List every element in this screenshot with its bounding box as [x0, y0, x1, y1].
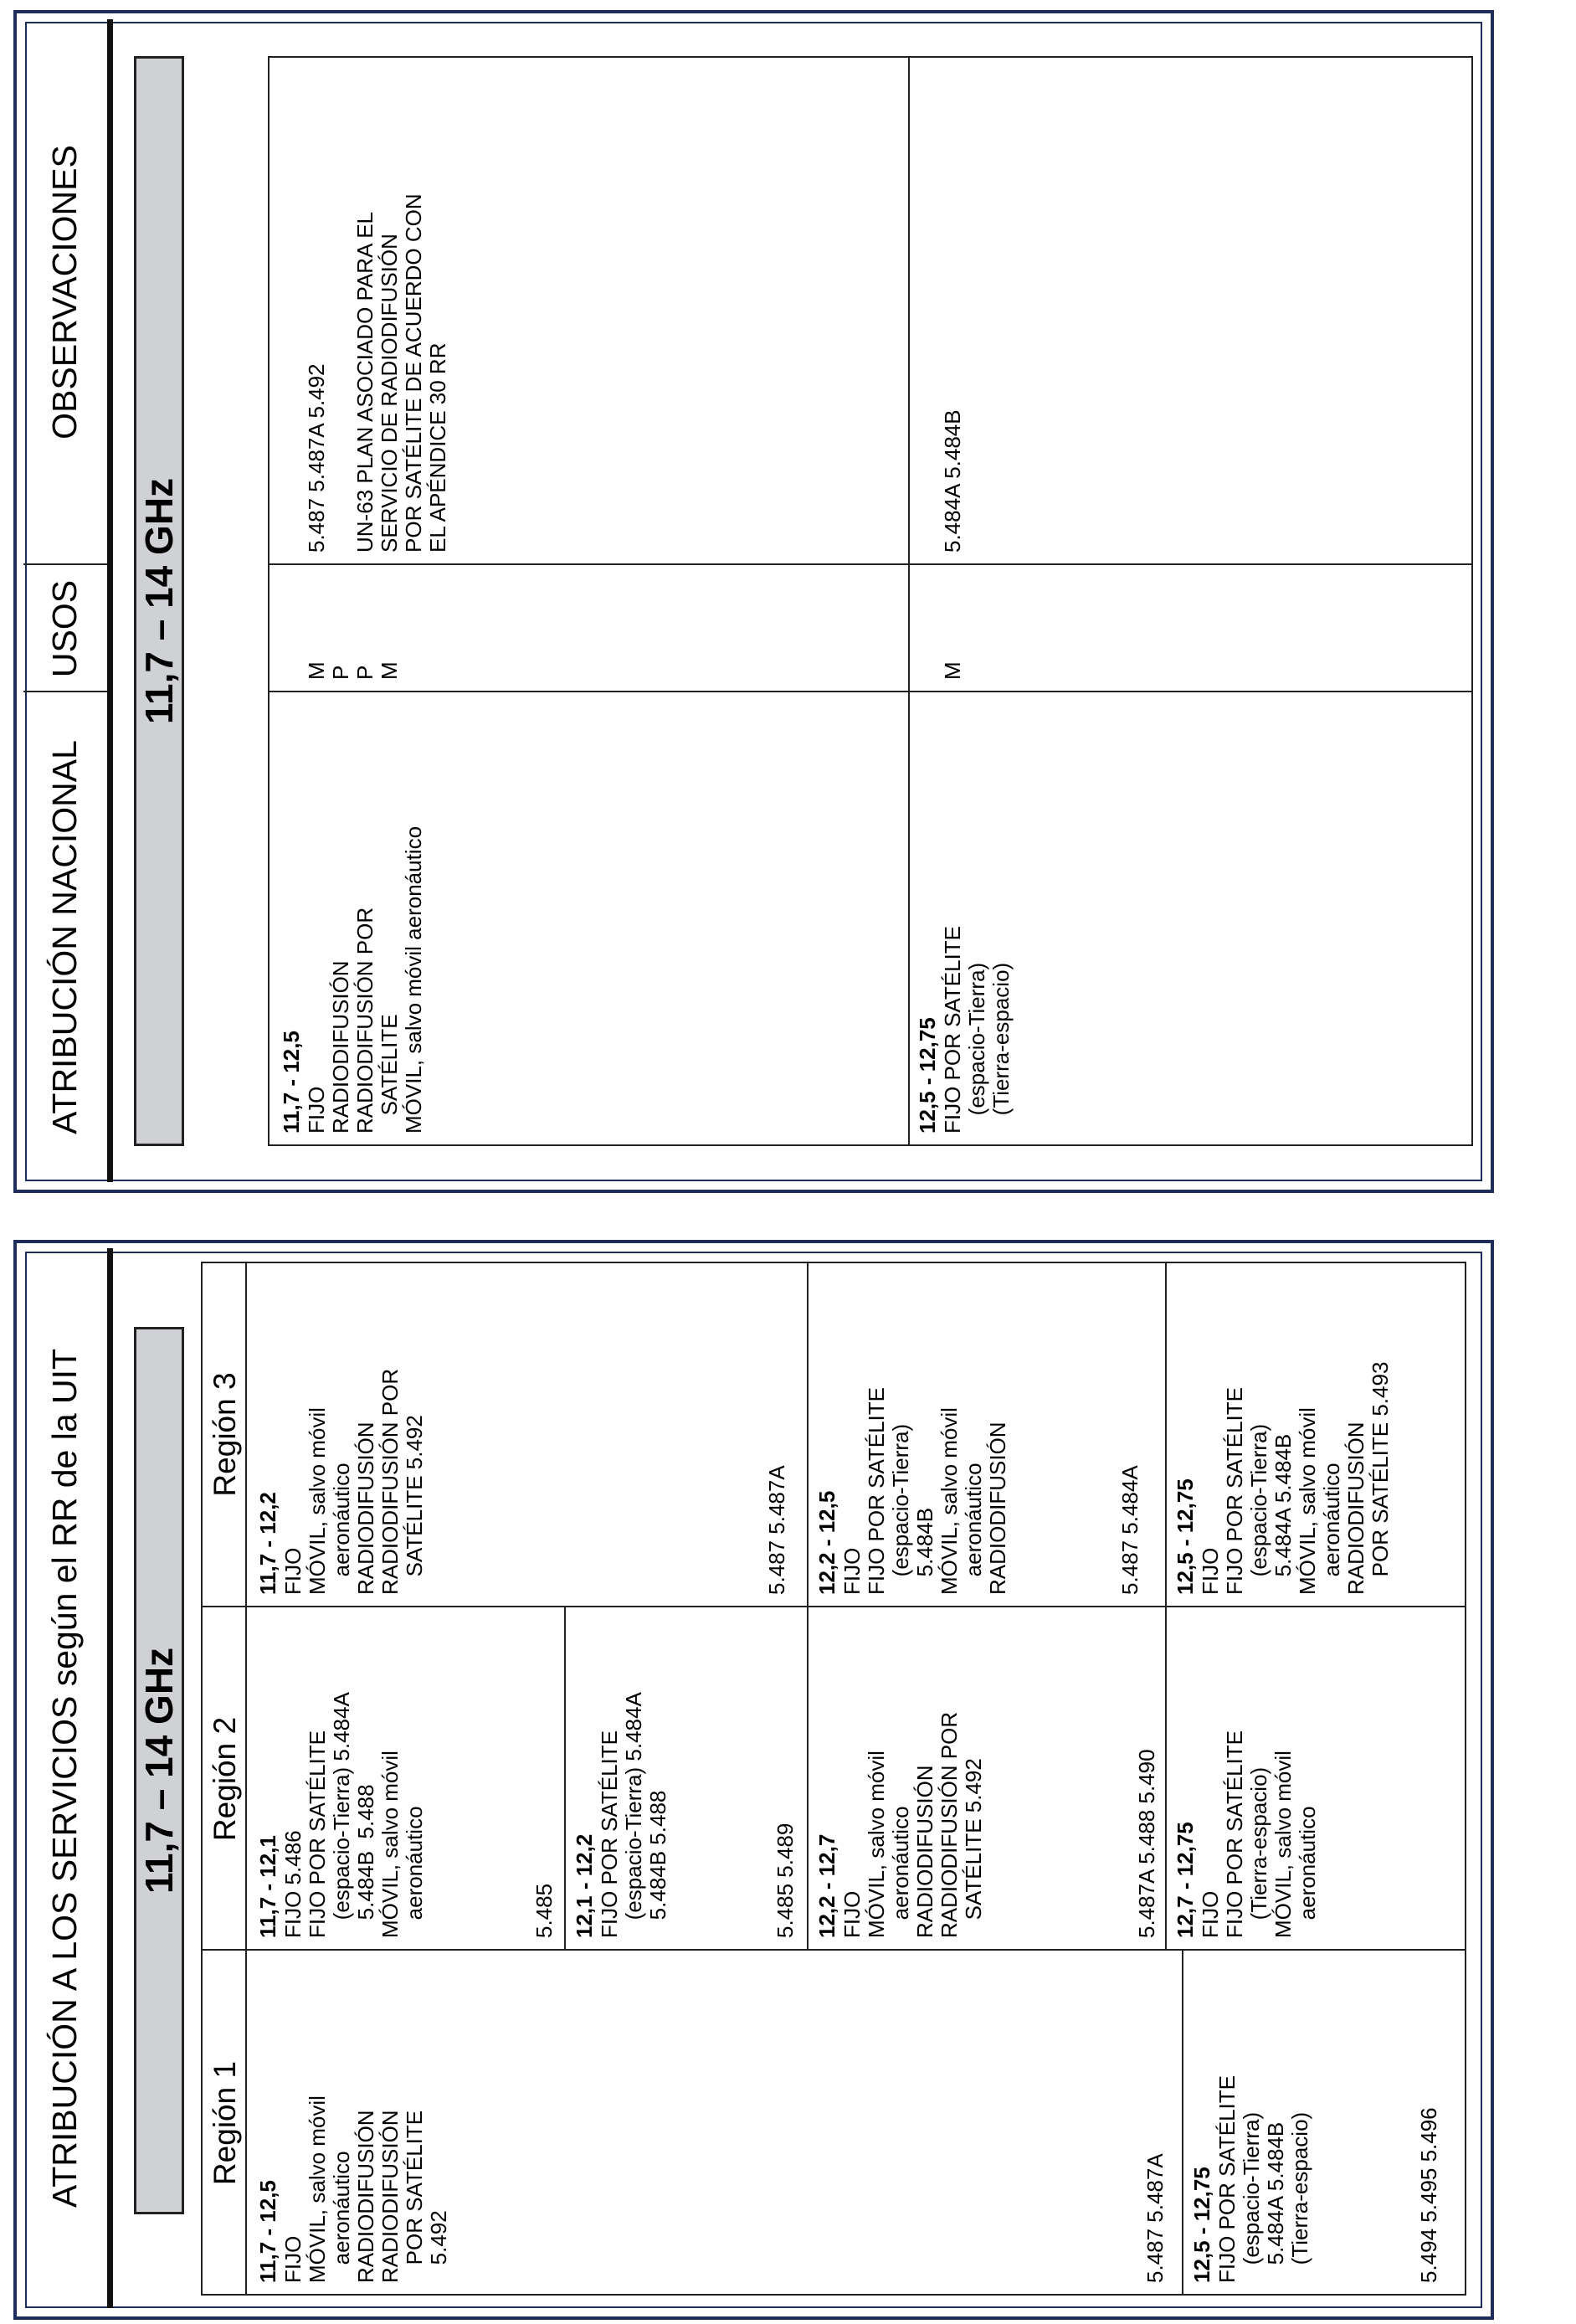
r1-b-footnotes: 5.494 5.495 5.496: [1416, 2107, 1441, 2283]
n-row-2-band: [916, 1017, 940, 1134]
region-1-title: Región 1: [208, 2060, 242, 2186]
r3-band-11-7: [256, 1492, 280, 1595]
n-b-band: 12,5 - 12,75: [915, 1017, 940, 1134]
r2-band-12-1: [572, 1834, 597, 1938]
r1-a-band: 11,7 - 12,5: [255, 2180, 280, 2283]
r2-band-12-7: [1173, 1822, 1198, 1938]
r2-d-services: FIJO FIJO POR SATÉLITE (Tierra-espacio) MÓVIL, salvo móvil aeronáutico: [1198, 1730, 1320, 1938]
n-row-2-observaciones: 5.484A 5.484B: [940, 409, 965, 553]
r3-row-divider-1: [807, 1262, 809, 1607]
r3-row-divider-2: [1165, 1262, 1167, 1607]
r2-a-band: 11,7 - 12,1: [255, 1835, 280, 1938]
n-row-1-usos: M P P M: [304, 661, 402, 680]
r2-row-divider-3: [1165, 1607, 1167, 1951]
r2-c-band: 12,2 - 12,7: [814, 1833, 839, 1938]
r2-b-band: 12,1 - 12,2: [572, 1833, 597, 1938]
n-row-2-usos: M: [940, 661, 965, 680]
r3-a-footnotes: 5.487 5.487A: [764, 1465, 789, 1595]
itu-header-rule: [107, 1248, 113, 2308]
col-header-usos: USOS: [45, 579, 84, 678]
r1-b-band: 12,5 - 12,75: [1189, 2167, 1214, 2283]
national-allocation-content: [23, 19, 1484, 1182]
col-header-observaciones: OBSERVACIONES: [45, 145, 84, 440]
col-header-atribucion-nacional: ATRIBUCIÓN NACIONAL: [45, 740, 84, 1134]
n-a-band: 11,7 - 12,5: [279, 1031, 304, 1134]
r2-band-11-7: [256, 1835, 280, 1938]
itu-page-title: ATRIBUCIÓN A LOS SERVICIOS según el RR de la UIT: [45, 1348, 84, 2208]
r3-band-12-2: [815, 1491, 839, 1595]
r2-row-divider-2: [807, 1607, 809, 1951]
r2-d-band: 12,7 - 12,75: [1173, 1822, 1198, 1938]
region-3-title: Región 3: [208, 1372, 242, 1497]
r3-b-services: FIJO FIJO POR SATÉLITE (espacio-Tierra) 5.484B MÓVIL, salvo móvil aeronáutico RADIODIFUSIÓN: [839, 1386, 1010, 1595]
national-col-divider-2: [268, 563, 1473, 565]
r1-row-divider: [1182, 1951, 1183, 2296]
national-band-banner: 11,7 – 14 GHz: [134, 56, 184, 1146]
n-row-2-services: FIJO POR SATÉLITE (espacio-Tierra) (Tierra-espacio): [940, 925, 1014, 1134]
national-row-divider: [908, 56, 910, 1146]
itu-band-banner: 11,7 – 14 GHz: [134, 1327, 184, 2214]
r3-c-services: FIJO FIJO POR SATÉLITE (espacio-Tierra) 5.484A 5.484B MÓVIL, salvo móvil aeronáutico RADIODIFUSIÓN POR SATÉLITE 5.493: [1198, 1361, 1393, 1595]
r3-band-12-5: [1173, 1478, 1198, 1595]
itu-table-header-rule: [245, 1262, 247, 2296]
r2-b-services: FIJO POR SATÉLITE (espacio-Tierra) 5.484A 5.484B 5.488: [597, 1692, 670, 1938]
r1-band-11-7: [256, 2180, 280, 2283]
r1-a-services: FIJO MÓVIL, salvo móvil aeronáutico RADIODIFUSIÓN RADIODIFUSIÓN POR SATÉLITE 5.492: [280, 2095, 451, 2283]
r3-a-services: FIJO MÓVIL, salvo móvil aeronáutico RADIODIFUSIÓN RADIODIFUSIÓN POR SATÉLITE 5.492: [280, 1368, 427, 1595]
r1-a-footnotes: 5.487 5.487A: [1142, 2153, 1168, 2283]
itu-allocation-content: [23, 1248, 1484, 2308]
r2-c-services: FIJO MÓVIL, salvo móvil aeronáutico RADIODIFUSIÓN RADIODIFUSIÓN POR SATÉLITE 5.492: [839, 1711, 986, 1938]
n-row-1-services: FIJO RADIODIFUSIÓN RADIODIFUSIÓN POR SATÉLITE MÓVIL, salvo móvil aeronáutico: [304, 825, 426, 1134]
r2-band-12-2: [815, 1834, 839, 1938]
r3-a-band: 11,7 - 12,2: [255, 1492, 280, 1595]
n-row-1-band: [280, 1031, 304, 1134]
itu-col-divider-2: [201, 1606, 1466, 1607]
r3-b-footnotes: 5.487 5.484A: [1117, 1465, 1142, 1595]
national-col-divider-1: [268, 691, 1473, 692]
r1-b-services: FIJO POR SATÉLITE (espacio-Tierra) 5.484A 5.484B (Tierra-espacio): [1214, 2075, 1312, 2283]
r2-row-divider-1: [564, 1607, 566, 1951]
r3-c-band: 12,5 - 12,75: [1173, 1478, 1198, 1595]
r2-a-footnotes: 5.485: [531, 1883, 557, 1938]
r1-band-12-5: [1190, 2167, 1214, 2283]
region-2-title: Región 2: [208, 1716, 242, 1842]
r2-c-footnotes: 5.487A 5.488 5.490: [1134, 1749, 1159, 1938]
national-header-rule: [107, 19, 113, 1182]
r3-b-band: 12,2 - 12,5: [814, 1490, 839, 1595]
r2-b-footnotes: 5.485 5.489: [773, 1823, 798, 1938]
n-row-1-observaciones: 5.487 5.487A 5.492 UN-63 PLAN ASOCIADO PARA EL SERVICIO DE RADIODIFUSIÓN POR SATÉLITE DE ACUERDO CON EL APÉNDICE 30 RR: [304, 193, 450, 553]
r2-a-services: FIJO 5.486 FIJO POR SATÉLITE (espacio-Tierra) 5.484A 5.484B 5.488 MÓVIL, salvo móvil aeronáutico: [280, 1692, 427, 1938]
itu-col-divider-1: [201, 1949, 1466, 1951]
